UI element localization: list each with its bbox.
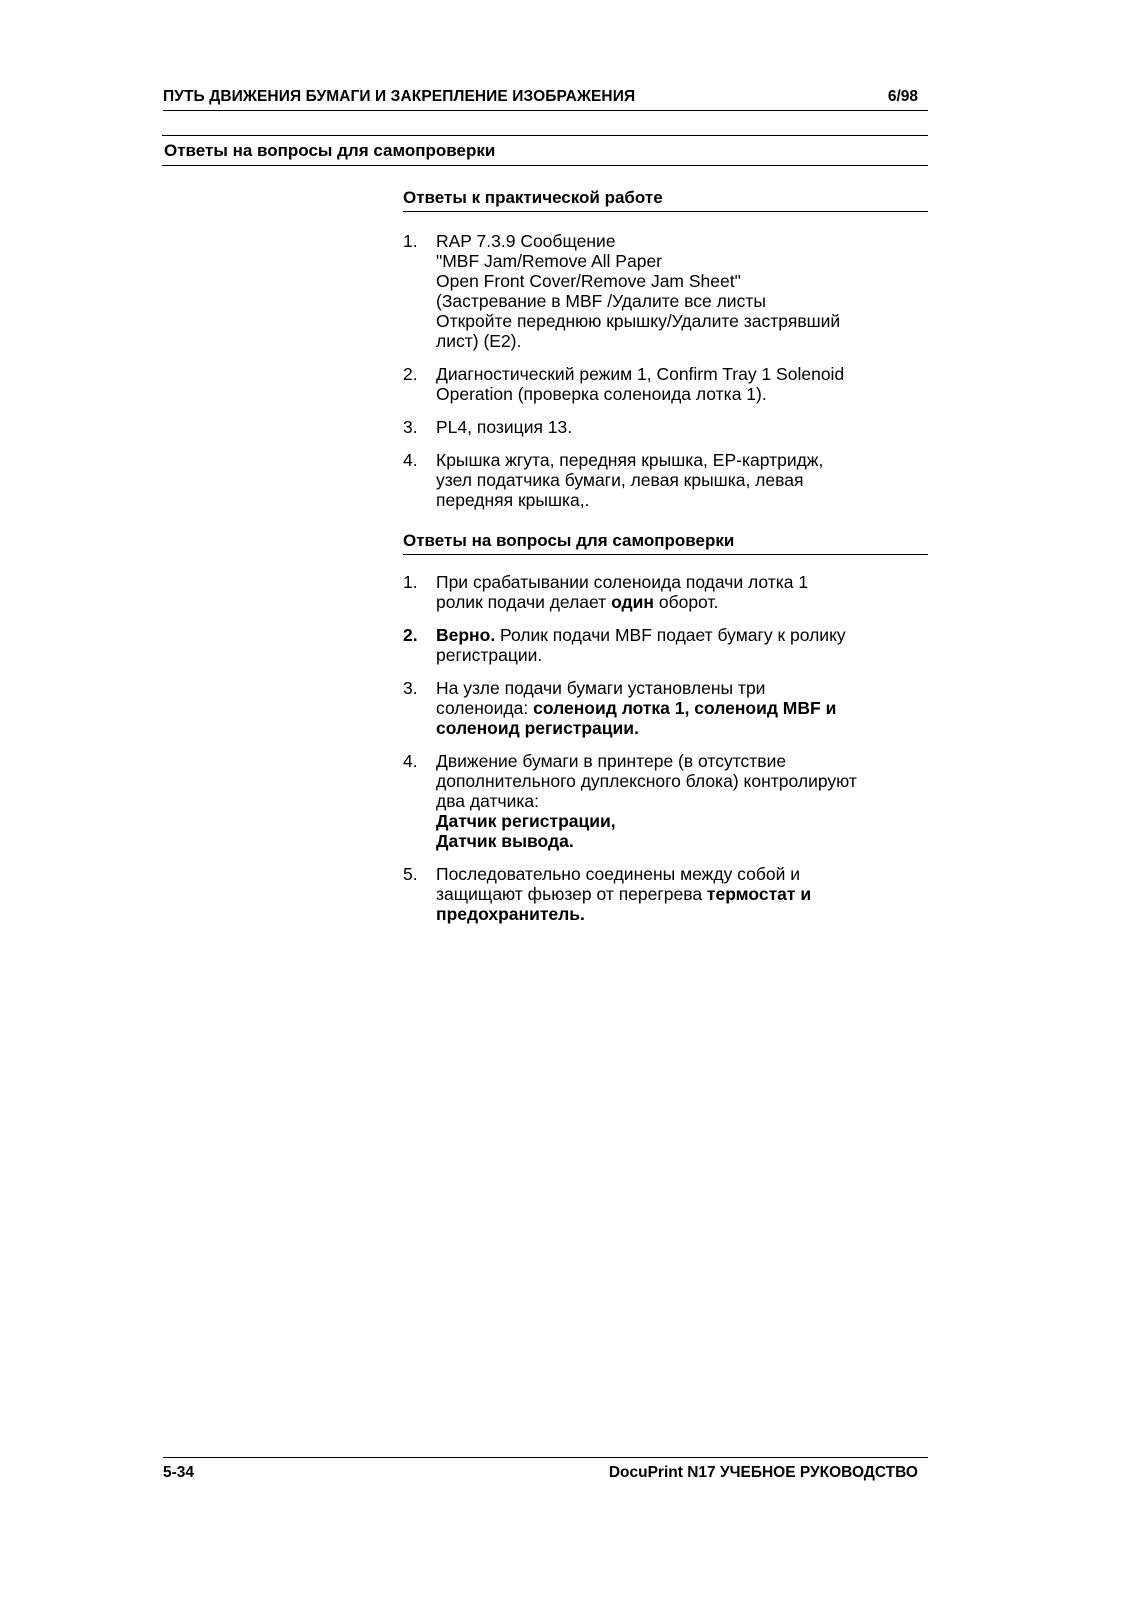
list-item — [403, 572, 928, 612]
header-title: ПУТЬ ДВИЖЕНИЯ БУМАГИ И ЗАКРЕПЛЕНИЕ ИЗОБРАЖЕНИЯ — [163, 88, 636, 105]
item-line: соленоид регистрации. — [436, 718, 639, 738]
item-line: лист) (E2). — [436, 331, 522, 351]
item-number: 1. — [403, 231, 418, 251]
self-check-heading: Ответы на вопросы для самопроверки — [403, 531, 735, 550]
item-line: Крышка жгута, передняя крышка, EP-картридж, — [436, 450, 824, 470]
item-line: Последовательно соединены между собой и — [436, 864, 801, 884]
list-item — [403, 625, 928, 665]
bold-term: соленоид лотка 1, соленоид MBF и — [533, 698, 837, 718]
item-line: На узле подачи бумаги установлены три — [436, 678, 766, 698]
footer-doc-title: DocuPrint N17 УЧЕБНОЕ РУКОВОДСТВО — [608, 1464, 918, 1481]
list-item — [403, 450, 928, 510]
item-number: 3. — [403, 678, 418, 698]
item-line: ролик подачи делает один оборот. — [436, 592, 719, 612]
item-number: 4. — [403, 450, 418, 470]
item-line: регистрации. — [436, 645, 543, 665]
list-item — [403, 231, 928, 351]
item-number: 2. — [403, 364, 418, 384]
item-line: защищают фьюзер от перегрева термостат и — [436, 884, 812, 904]
practical-heading: Ответы к практической работе — [403, 188, 663, 207]
item-line: Open Front Cover/Remove Jam Sheet" — [436, 271, 741, 291]
item-line: предохранитель. — [436, 904, 585, 924]
list-item — [403, 751, 928, 851]
item-number: 4. — [403, 751, 418, 771]
page-number: 5-34 — [163, 1464, 195, 1481]
item-line: дополнительного дуплексного блока) контролируют — [436, 771, 857, 791]
item-line: Датчик регистрации, — [436, 811, 616, 831]
item-line: Operation (проверка соленоида лотка 1). — [436, 384, 767, 404]
item-line: Диагностический режим 1, Confirm Tray 1 Solenoid — [436, 364, 845, 384]
practical-heading-bar — [403, 184, 928, 212]
list-item — [403, 364, 928, 404]
item-line: "MBF Jam/Remove All Paper — [436, 251, 663, 271]
item-line: передняя крышка,. — [436, 490, 590, 510]
bold-term: один — [611, 592, 654, 612]
section-title: Ответы на вопросы для самопроверки — [164, 141, 496, 160]
list-item — [403, 678, 928, 738]
bold-term: Верно. — [436, 625, 496, 645]
item-line: соленоида: соленоид лотка 1, соленоид MBF и — [436, 698, 837, 718]
item-line: PL4, позиция 13. — [436, 417, 573, 437]
bold-term: термостат и — [706, 884, 812, 904]
practical-answers-list — [403, 231, 928, 510]
item-line: Откройте переднюю крышку/Удалите застрявший — [436, 311, 841, 331]
running-footer — [163, 1457, 928, 1484]
list-item — [403, 417, 928, 437]
item-line: (Застревание в MBF /Удалите все листы — [436, 291, 766, 311]
self-check-heading-bar — [403, 527, 928, 555]
header-date: 6/98 — [887, 88, 918, 105]
item-number: 2. — [403, 625, 418, 645]
item-number: 3. — [403, 417, 418, 437]
item-line: узел податчика бумаги, левая крышка, левая — [436, 470, 804, 490]
list-item — [403, 864, 928, 924]
item-line: Датчик вывода. — [436, 831, 574, 851]
item-line: Верно. Ролик подачи MBF подает бумагу к ролику — [436, 625, 846, 645]
item-number: 5. — [403, 864, 418, 884]
running-header — [163, 86, 928, 111]
item-number: 1. — [403, 572, 418, 592]
section-title-bar — [162, 135, 928, 166]
item-line: два датчика: — [436, 791, 540, 811]
item-line: При срабатывании соленоида подачи лотка 1 — [436, 572, 809, 592]
self-check-answers-list — [403, 572, 928, 924]
item-line: RAP 7.3.9 Сообщение — [436, 231, 616, 251]
item-line: Движение бумаги в принтере (в отсутствие — [436, 751, 787, 771]
